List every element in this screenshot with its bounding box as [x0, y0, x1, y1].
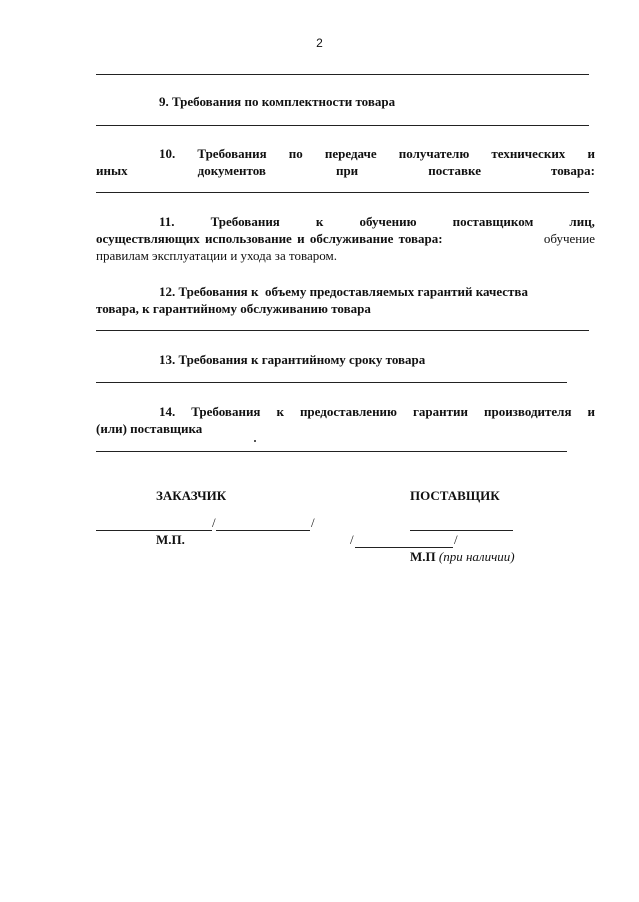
section-10-word: технических	[491, 146, 566, 161]
supplier-stamp-text: М.П	[410, 549, 436, 564]
section-10-line-1	[159, 146, 595, 162]
stray-dot	[254, 440, 256, 442]
section-10-word: товара:	[551, 163, 595, 178]
customer-name-line	[216, 530, 310, 531]
section-11-line-2	[96, 231, 595, 247]
section-11-word: Требования	[210, 214, 280, 229]
section-10-fill-line	[96, 192, 589, 193]
section-12-fill-line	[96, 330, 589, 331]
supplier-signature-line	[410, 530, 513, 531]
section-10-word: при	[335, 163, 359, 178]
section-11-normal-text: обучение	[543, 231, 595, 246]
section-12-line-1: 12. Требования к объему предоставляемых гарантий качества	[159, 284, 528, 299]
section-13-title: 13. Требования к гарантийному сроку товара	[159, 352, 426, 367]
supplier-name-line	[355, 547, 453, 548]
section-10-word: передаче	[324, 146, 377, 161]
section-14-line-2: (или) поставщика	[96, 421, 203, 436]
section-10-word: иных	[96, 163, 128, 178]
customer-name-slash: /	[311, 515, 315, 530]
section-11-word: обучению	[359, 214, 417, 229]
section-10-word: по	[288, 146, 303, 161]
section-12-line-2: товара, к гарантийному обслуживанию товара	[96, 301, 371, 316]
section-10-word: и	[587, 146, 595, 161]
supplier-name-slash-left: /	[350, 532, 354, 547]
customer-signature-slash: /	[212, 515, 216, 530]
section-9-title: 9. Требования по комплектности товара	[159, 94, 396, 109]
section-11-line-3: правилам эксплуатации и ухода за товаром.	[96, 248, 337, 263]
section-10-line-2	[96, 163, 595, 179]
section-10-word: получателю	[398, 146, 470, 161]
section-10-word: 10.	[159, 146, 176, 161]
customer-signature-line	[96, 530, 212, 531]
supplier-stamp-label	[410, 549, 515, 565]
section-11-word: 11.	[159, 214, 175, 229]
section-14-line-1-text: 14. Требования к предоставлению гарантии производителя и	[159, 404, 595, 419]
section-10-word: поставке	[428, 163, 481, 178]
section-11-word: к	[315, 214, 324, 229]
supplier-name-slash-right: /	[454, 532, 458, 547]
section-10-word: документов	[197, 163, 266, 178]
section-11-bold-text: осуществляющих использование и обслуживание товара:	[96, 231, 443, 246]
section-14-fill-line	[96, 451, 567, 452]
section-11-word: лиц,	[569, 214, 595, 229]
section-14-line-1	[159, 404, 595, 420]
section-13-fill-line	[96, 382, 567, 383]
section-11-word: поставщиком	[452, 214, 534, 229]
supplier-stamp-note: (при наличии)	[438, 549, 515, 564]
customer-title: ЗАКАЗЧИК	[156, 488, 227, 503]
section-11-line-1	[159, 214, 595, 230]
customer-stamp-label: М.П.	[156, 532, 185, 547]
page-number: 2	[316, 36, 323, 50]
section-10-word: Требования	[197, 146, 267, 161]
top-divider	[96, 74, 589, 75]
section-9-fill-line	[96, 125, 589, 126]
supplier-title: ПОСТАВЩИК	[410, 488, 500, 503]
